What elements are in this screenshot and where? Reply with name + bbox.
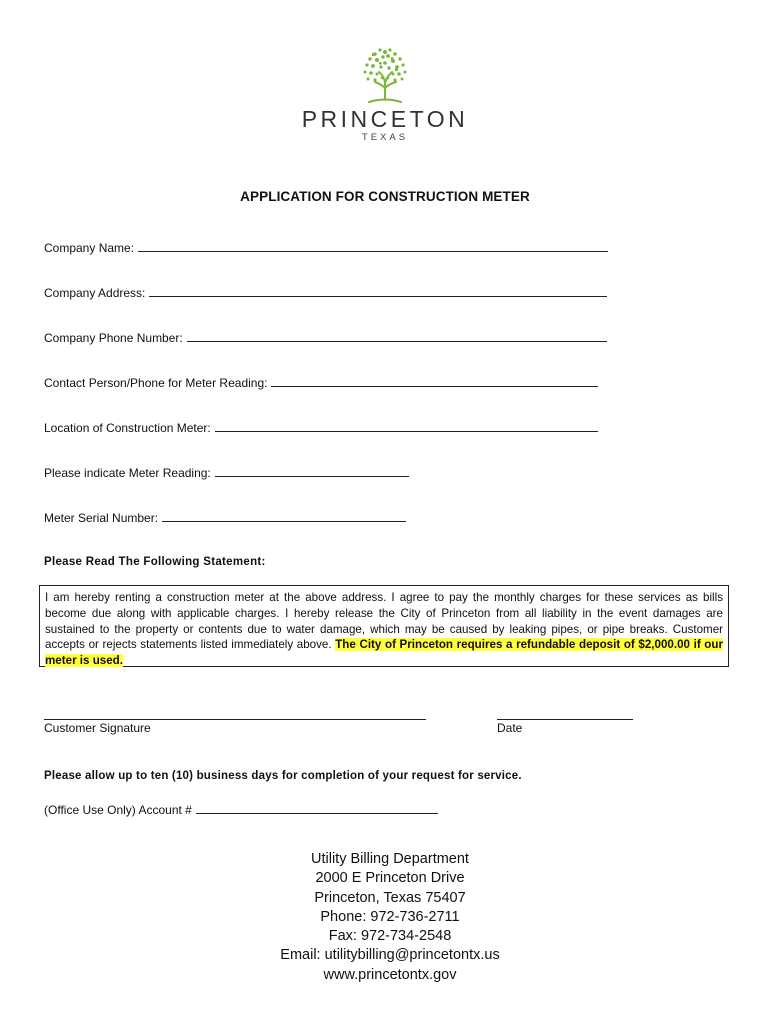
page-title: APPLICATION FOR CONSTRUCTION METER — [240, 189, 530, 204]
field-label: Company Phone Number: — [44, 331, 183, 345]
meter-serial-field[interactable] — [44, 511, 406, 525]
contact-block — [0, 850, 770, 985]
company-address-input[interactable] — [149, 295, 607, 297]
meter-location-field[interactable] — [44, 421, 598, 435]
field-label: Location of Construction Meter: — [44, 421, 211, 435]
field-label: Company Address: — [44, 286, 146, 300]
company-phone-field[interactable] — [44, 331, 607, 345]
logo-subtitle: TEXAS — [361, 132, 409, 143]
customer-signature-label: Customer Signature — [44, 721, 151, 735]
statement-box — [39, 585, 729, 667]
field-label: Company Name: — [44, 241, 135, 255]
meter-serial-input[interactable] — [162, 520, 406, 522]
meter-reading-input[interactable] — [215, 475, 409, 477]
phone-number: Phone: 972-736-2711 — [320, 908, 460, 925]
contact-person-field[interactable] — [44, 376, 598, 390]
processing-notice: Please allow up to ten (10) business days for completion of your request for service. — [44, 770, 522, 782]
department-name: Utility Billing Department — [311, 851, 469, 867]
customer-signature-line[interactable] — [44, 709, 426, 720]
company-address-field[interactable] — [44, 286, 607, 300]
fax-number: Fax: 972-734-2548 — [328, 928, 452, 945]
contact-person-input[interactable] — [271, 385, 598, 387]
meter-location-input[interactable] — [215, 430, 598, 432]
tree-icon — [355, 44, 415, 104]
meter-reading-field[interactable] — [44, 466, 409, 480]
website-link[interactable]: www.princetontx.gov — [323, 966, 457, 983]
city-state-zip: Princeton, Texas 75407 — [314, 889, 466, 906]
princeton-logo — [290, 44, 480, 154]
street-address: 2000 E Princeton Drive — [315, 870, 465, 887]
office-use-label: (Office Use Only) Account # — [44, 803, 192, 817]
logo-name: PRINCETON — [301, 106, 469, 132]
company-name-input[interactable] — [138, 250, 608, 252]
field-label: Please indicate Meter Reading: — [44, 466, 211, 480]
email-address[interactable]: Email: utilitybilling@princetontx.us — [280, 947, 500, 964]
statement-body: I am hereby renting a construction meter at the above address. I agree to pay the monthly charges for these services as bills become due along with applicable charges. I hereby release the City of Princeton from all liability in the event damages are sustained to the property or contents due to water damage, which may be caused by leaking pipes, or pipe breaks. Customer accepts or rejects statements listed immediately above. — [45, 591, 723, 652]
statement-heading: Please Read The Following Statement: — [44, 556, 266, 568]
date-label: Date — [497, 721, 523, 735]
field-label: Meter Serial Number: — [44, 511, 159, 525]
office-use-field[interactable] — [44, 803, 438, 817]
account-number-input[interactable] — [196, 812, 438, 814]
company-phone-input[interactable] — [187, 340, 607, 342]
date-line[interactable] — [497, 709, 633, 720]
field-label: Contact Person/Phone for Meter Reading: — [44, 376, 268, 390]
company-name-field[interactable] — [44, 241, 608, 255]
deposit-highlight: The City of Princeton requires a refundable deposit of $2,000.00 if our meter is used. — [45, 638, 723, 668]
